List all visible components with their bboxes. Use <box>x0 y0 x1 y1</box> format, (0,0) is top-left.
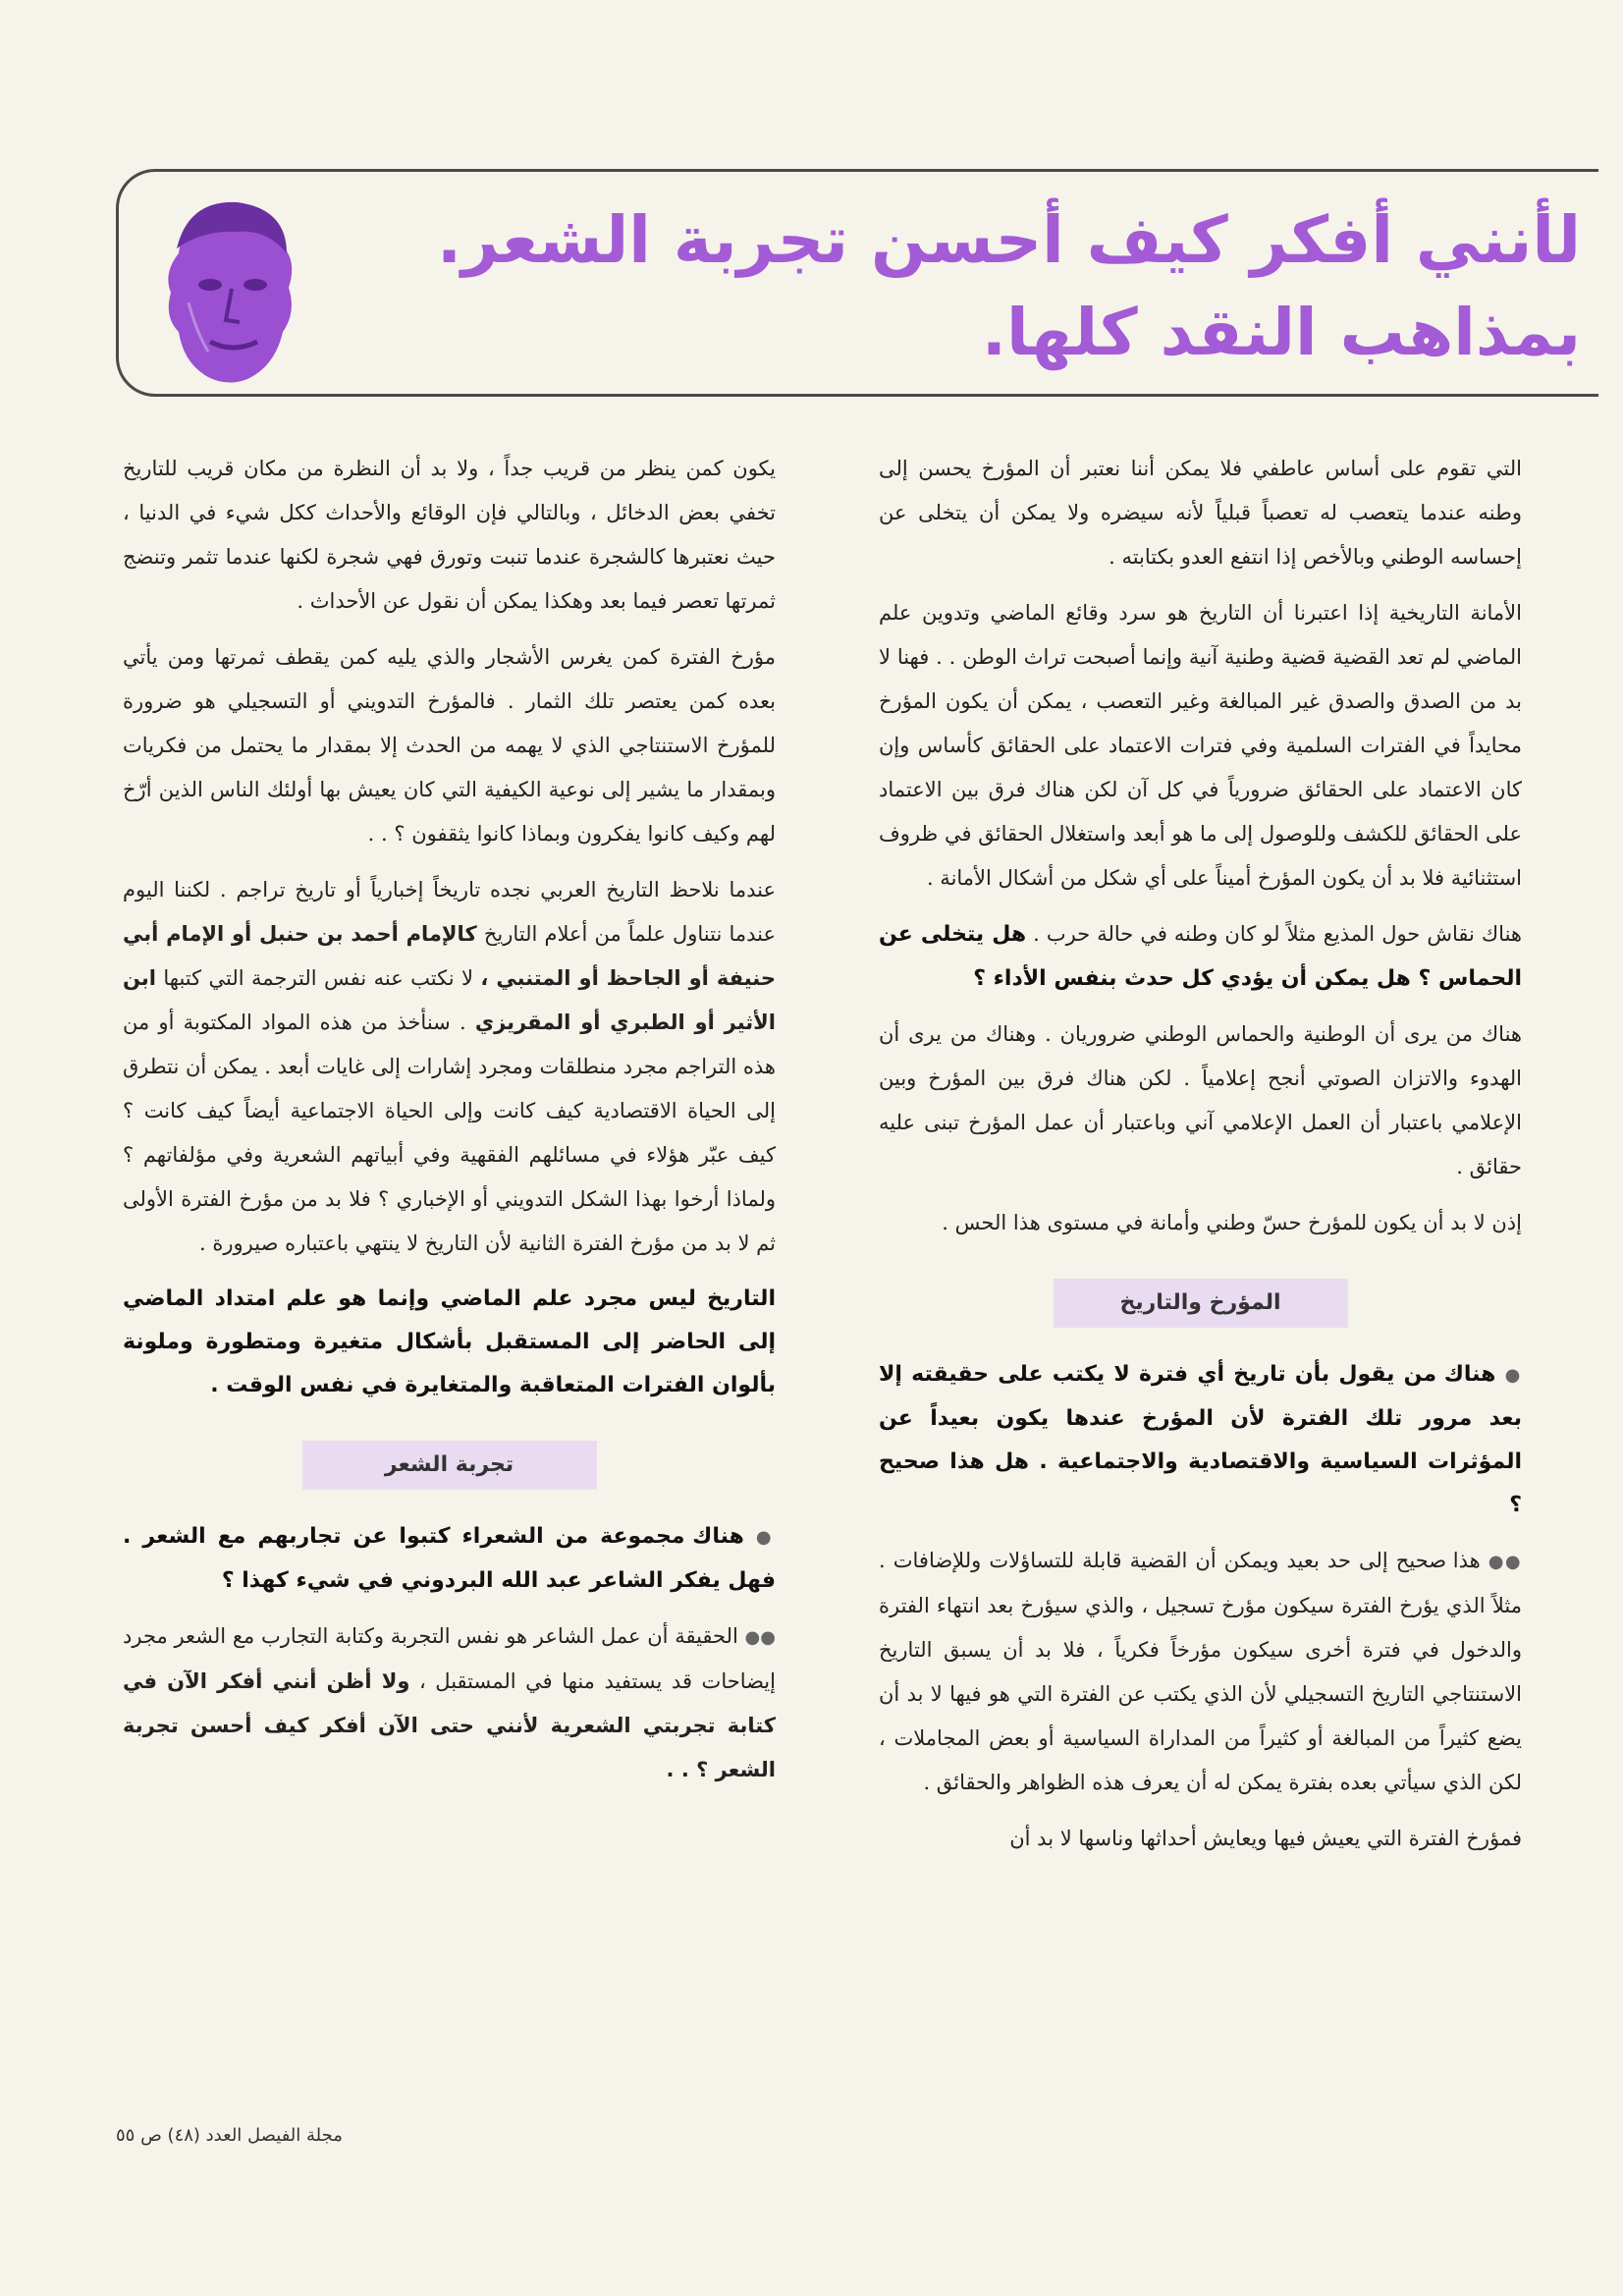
paragraph <box>123 868 776 1266</box>
bold-question: هل يتخلى عن الحماس ؟ هل يمكن أن يؤدي كل حدث بنفس الأداء ؟ <box>879 922 1522 991</box>
headline <box>334 194 1581 379</box>
bold-names: كالإمام أحمد بن حنبل أو الإمام أبي حنيفة أو الجاحظ أو المتنبي ، <box>123 922 776 990</box>
paragraph: التي تقوم على أساس عاطفي فلا يمكن أننا نعتبر أن المؤرخ يحسن إلى وطنه عندما يتعصب له تعصباً قبلياً لأنه سيضره ولا يمكن أن يتخلى عن إحساسه الوطني وبالأخص إذا انتفع العدو بكتابته . <box>879 457 1522 569</box>
paragraph: هناك من يرى أن الوطنية والحماس الوطني ضروريان . وهناك من يرى أن الهدوء والاتزان الصوتي أنجح إعلامياً . لكن هناك فرق بين المؤرخ وبين الإعلامي باعتبار أن العمل الإعلامي آني وباعتبار أن عمل المؤرخ تبنى عليه حقائق . <box>879 1022 1522 1178</box>
text-span: هناك نقاش حول المذيع مثلاً لو كان وطنه في حالة حرب . <box>1033 922 1522 946</box>
double-bullet-icon: ●● <box>1488 1552 1522 1572</box>
answer-text: الحقيقة أن عمل الشاعر هو نفس التجربة وكتابة التجارب مع الشعر مجرد إيضاحات قد يستفيد منها في المستقبل ، <box>123 1624 776 1693</box>
question-text: هناك مجموعة من الشعراء كتبوا عن تجاربهم مع الشعر . فهل يفكر الشاعر عبد الله البردوني في شيء كهذا ؟ <box>123 1524 776 1593</box>
right-column <box>879 447 1522 1873</box>
bold-paragraph: التاريخ ليس مجرد علم الماضي وإنما هو علم امتداد الماضي إلى الحاضر إلى المستقبل بأشكال متغيرة ومتطورة وملونة بألوان الفترات المتعاقبة والمتغايرة في نفس الوقت . <box>123 1286 776 1397</box>
interview-answer <box>879 1539 1522 1805</box>
author-portrait <box>149 194 308 387</box>
paragraph: إذن لا بد أن يكون للمؤرخ حسّ وطني وأمانة في مستوى هذا الحس . <box>942 1211 1522 1234</box>
page-footer: مجلة الفيصل العدد (٤٨) ص ٥٥ <box>116 2125 343 2146</box>
answer-text: هذا صحيح إلى حد بعيد ويمكن أن القضية قابلة للتساؤلات وللإضافات . مثلاً الذي يؤرخ الفترة سيكون مؤرخ تسجيل ، والذي سيؤرخ بعد انتهاء الفترة والدخول في فترة أخرى سيكون مؤرخاً فكرياً ، فلا بد أن يسبق التاريخ الاستنتاجي التاريخ التسجيلي لأن الذي يكتب عن الفترة التي هو فيها لا بد أن يضع كثيراً من المبالغة أو كثيراً من المداراة السياسية أو بعض المجاملات ، لكن الذي سيأتي بعده بفترة يمكن له أن يعرف هذه الظواهر والحقائق . <box>879 1549 1522 1794</box>
paragraph: يكون كمن ينظر من قريب جداً ، ولا بد أن النظرة من مكان قريب للتاريخ تخفي بعض الدخائل ، وبالتالي فإن الوقائع والأحداث ككل شيء في الدنيا ، حيث نعتبرها كالشجرة عندما تنبت وتورق فهي شجرة لكنها عندما تثمر وتنضج ثمرتها تعصر فيما بعد وهكذا يمكن أن نقول عن الأحداث . <box>123 457 776 613</box>
left-column <box>123 447 776 1804</box>
text-span: عندما نلاحظ التاريخ العربي نجده تاريخاً إخبارياً أو تاريخ تراجم . لكننا اليوم عندما نتناول علماً من أعلام التاريخ <box>123 878 776 946</box>
paragraph: مؤرخ الفترة كمن يغرس الأشجار والذي يليه كمن يقطف ثمرتها ومن يأتي بعده كمن يعتصر تلك الثمار . فالمؤرخ التدويني أو التسجيلي هو ضرورة للمؤرخ الاستنتاجي الذي لا يهمه من الحدث إلا بمقدار ما يحتمل من فكريات وبمقدار ما يشير إلى نوعية الكيفية التي كان يعيش بها أولئك الناس الذين أرّخ لهم وكيف كانوا يفكرون وبماذا كانوا يثقفون ؟ . . <box>123 645 776 846</box>
bold-answer: ولا أظن أنني أفكر الآن في كتابة تجربتي الشعرية لأنني حتى الآن أفكر كيف أحسن تجربة الشعر ؟ . . <box>123 1669 776 1781</box>
headline-line-2: بمذاهب النقد كلها. <box>981 295 1581 370</box>
interview-answer <box>123 1614 776 1792</box>
interview-question <box>123 1515 776 1603</box>
text-span: لا نكتب عنه نفس الترجمة التي كتبها <box>163 966 473 990</box>
interview-question <box>879 1353 1522 1527</box>
double-bullet-icon: ●● <box>744 1627 776 1648</box>
question-text: هناك من يقول بأن تاريخ أي فترة لا يكتب على حقيقته إلا بعد مرور تلك الفترة لأن المؤرخ عندها يكون بعيداً عن المؤثرات السياسية والاقتصادية والاجتماعية . هل هذا صحيح ؟ <box>879 1362 1522 1517</box>
paragraph <box>879 912 1522 1001</box>
headline-line-1: لأنني أفكر كيف أحسن تجربة الشعر. <box>436 202 1581 278</box>
paragraph: فمؤرخ الفترة التي يعيش فيها ويعايش أحداثها وناسها لا بد أن <box>1009 1827 1522 1850</box>
bullet-icon: ● <box>755 1527 776 1548</box>
section-heading: تجربة الشعر <box>302 1441 597 1490</box>
bullet-icon: ● <box>1504 1365 1522 1386</box>
section-heading: المؤرخ والتاريخ <box>1054 1279 1348 1328</box>
paragraph: الأمانة التاريخية إذا اعتبرنا أن التاريخ هو سرد وقائع الماضي وتدوين علم الماضي لم تعد القضية قضية وطنية آنية وإنما أصبحت تراث الوطن . . فهنا لا بد من الصدق والصدق غير المبالغة وغير التعصب ، يمكن أن يكون المؤرخ محايداً في الفترات السلمية وفي فترات الاعتماد على الحقائق كأساس وإن كان الاعتماد على الحقائق ضرورياً في كل آن لكن هناك فرق بين الاعتماد على الحقائق للكشف وللوصول إلى ما هو أبعد واستغلال الحقائق في ظروف استثنائية فلا بد أن يكون المؤرخ أميناً على أي شكل من أشكال الأمانة . <box>879 601 1522 890</box>
bold-names: ابن الأثير أو الطبري أو المقريزي <box>123 966 776 1034</box>
text-span: . سنأخذ من هذه المواد المكتوبة أو من هذه التراجم مجرد منطلقات ومجرد إشارات إلى غايات أبعد . يمكن أن نتطرق إلى الحياة الاقتصادية كيف كانت وإلى الحياة الاجتماعية أيضاً كيف كانت ؟ كيف عبّر هؤلاء في مسائلهم الفقهية وفي أبياتهم الشعرية وفي مؤلفاتهم ؟ ولماذا أرخوا بهذا الشكل التدويني أو الإخباري ؟ فلا بد من مؤرخ الفترة الأولى ثم لا بد من مؤرخ الفترة الثانية لأن التاريخ لا ينتهي باعتباره صيرورة . <box>123 1011 776 1255</box>
